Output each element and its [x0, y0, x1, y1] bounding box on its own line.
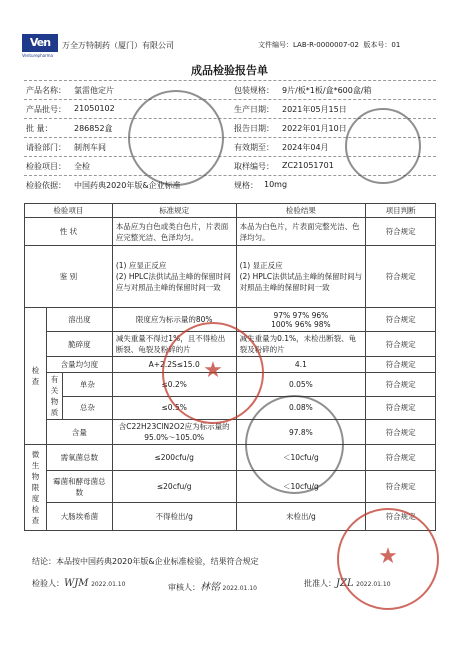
table-row: 检查 溶出度 限度应为标示量的80% 97% 97% 96% 100% 96% 98% 符合规定: [25, 308, 436, 332]
company-seal-stamp-2: [245, 395, 344, 494]
product-name: 氯雷他定片: [74, 86, 114, 95]
row-basis: 检验依据： 中国药典2020年版&企业标准 规格： 10mg: [26, 180, 288, 190]
row-type: 检验项目： 全检 取样编号： ZC21051701: [26, 161, 334, 171]
row-batch: 产品批号： 21050102 生产日期： 2021年05月15日: [26, 104, 347, 114]
inspector-date: 2022.01.10: [91, 581, 126, 588]
approver-date: 2022.01.10: [356, 581, 391, 588]
head-item: 检验项目: [25, 204, 113, 218]
table-row: 性 状 本品应为白色或类白色片，片表面应完整光洁、色泽均匀。 本品为白色片，片表面完整光洁、色泽均匀。 符合规定: [25, 218, 436, 246]
mfg-date: 2021年05月15日: [282, 105, 347, 114]
head-standard: 标准规定: [112, 204, 236, 218]
table-row: 霉菌和酵母菌总数 ≤20cfu/g ＜10cfu/g 符合规定: [25, 471, 436, 503]
table-row: 含量均匀度 A+2.2S≤15.0 4.1 符合规定: [25, 357, 436, 373]
table-row: 总杂 ≤0.5% 0.08% 符合规定: [25, 396, 436, 420]
version: 版本号：01: [363, 41, 401, 49]
conclusion: 结论：本品按中国药典2020年版&企业标准检验，结果符合规定: [32, 557, 259, 566]
page-title: 成品检验报告单: [191, 64, 268, 77]
company-name: 万全万特制药（厦门）有限公司: [62, 41, 174, 50]
dept: 制剂车间: [74, 143, 106, 152]
basis: 中国药典2020年版&企业标准: [74, 181, 181, 190]
inspection-seal-stamp: [337, 508, 439, 610]
star-icon: ★: [203, 358, 223, 383]
divider: [24, 80, 436, 81]
row-dept: 请验部门： 制剂车间 有效期至： 2024年04月: [26, 143, 329, 152]
company-logo: [22, 34, 58, 58]
batch-number: 21050102: [74, 104, 115, 113]
table-row: 脆碎度 减失重量不得过1%，且不得检出断裂、龟裂及粉碎的片 减失重量为0.1%，未检出断裂、龟裂及粉碎的片 符合规定: [25, 332, 436, 357]
lot-size: 286852盒: [74, 124, 113, 133]
table-row: 含量 含C22H23ClN2O2应为标示量的95.0%～105.0% 97.8% 符合规定: [25, 420, 436, 445]
table-row: 微生物限度检查 需氧菌总数 ≤200cfu/g ＜10cfu/g 符合规定: [25, 445, 436, 471]
logo-mark: Ven: [22, 34, 58, 52]
pack-spec: 9片/板*1板/盒*600盒/箱: [282, 86, 372, 95]
expiry-date: 2024年04月: [282, 143, 329, 152]
related-label: 有关物质: [46, 373, 62, 420]
reviewer-date: 2022.01.10: [222, 585, 257, 592]
row-lot: 批 量： 286852盒 报告日期： 2022年01月10日: [26, 124, 347, 133]
head-result: 检验结果: [236, 204, 366, 218]
spec: 10mg: [264, 180, 288, 189]
inspector-signature: 检验人：WJM 2022.01.10: [32, 578, 126, 589]
table-row: 大肠埃希菌 不得检出/g 未检出/g 符合规定: [25, 503, 436, 531]
divider: [24, 99, 436, 100]
sample-number: ZC21051701: [282, 161, 334, 170]
approver-signature: 批准人：JZL 2022.01.10: [304, 578, 391, 589]
distributor-seal-stamp: [345, 108, 421, 184]
star-icon: ★: [378, 544, 398, 569]
reviewer-signature: 审核人：林铭 2022.01.10: [168, 582, 257, 593]
table-row: 鉴 别 (1) 应显正反应 (2) HPLC法供试品主峰的保留时间应与对照品主峰的保留时间一致 (1) 显正反应 (2) HPLC法供试品主峰的保留时间与对照品主峰的保留时间一致 符合规定: [25, 246, 436, 308]
micro-group-label: 微生物限度检查: [25, 445, 47, 531]
doc-number: 文件编号：LAB-R-0000007-02 版本号：01: [258, 41, 401, 49]
inspection-type: 全检: [74, 162, 90, 171]
company-seal-stamp: [128, 90, 224, 186]
quality-seal-stamp: [162, 322, 264, 424]
logo-subtext: Venturepharma: [22, 53, 53, 58]
check-group-label: 检查: [25, 308, 47, 445]
table-head: [25, 204, 436, 218]
head-judgement: 项目判断: [366, 204, 436, 218]
report-date: 2022年01月10日: [282, 124, 347, 133]
row-product: 产品名称： 氯雷他定片 包装规格： 9片/板*1板/盒*600盒/箱: [26, 86, 372, 95]
table-row: 有关物质 单杂 ≤0.2% 0.05% 符合规定: [25, 373, 436, 397]
